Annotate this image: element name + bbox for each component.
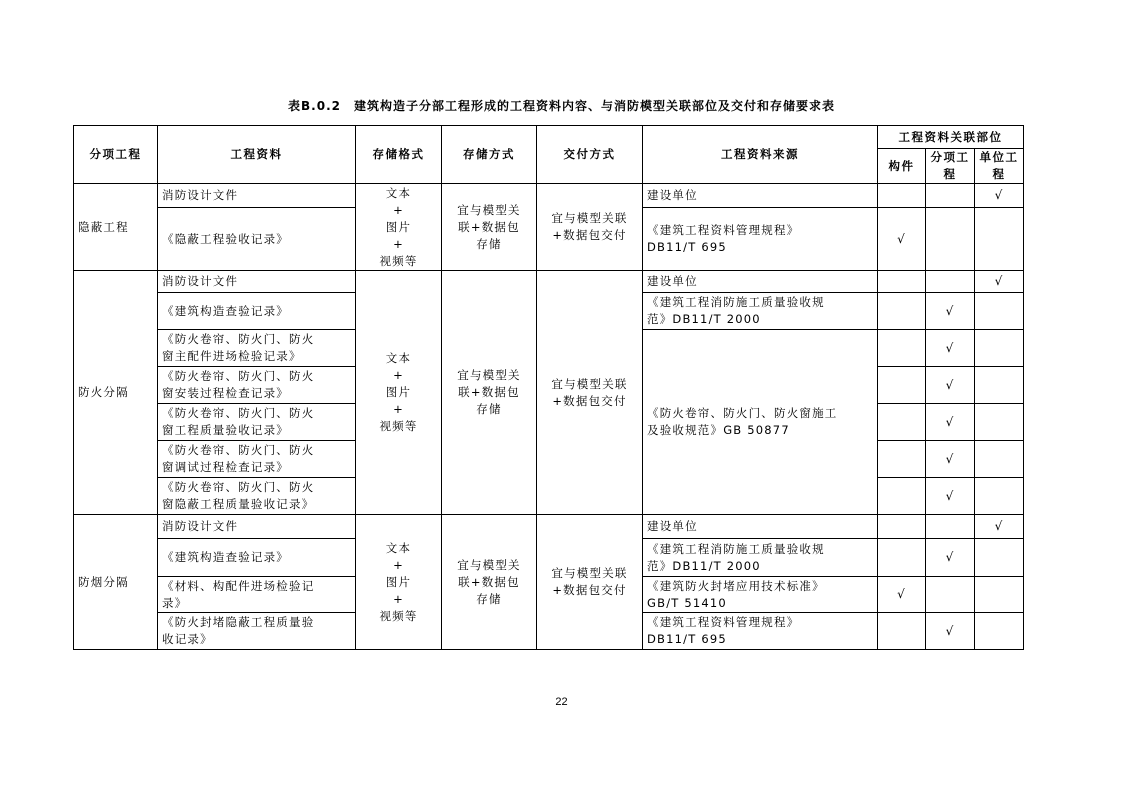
header-source: 工程资料来源	[643, 126, 878, 184]
check-mark: √	[878, 577, 926, 613]
source-cell: 《建筑防火封堵应用技术标准》 GB/T 51410	[643, 577, 878, 613]
source-cell: 建设单位	[643, 515, 878, 539]
check-cell	[926, 515, 975, 539]
doc-cell: 《建筑构造查验记录》	[158, 539, 356, 577]
check-cell	[975, 293, 1024, 330]
check-mark: √	[926, 367, 975, 404]
method-cell: 宜与模型关 联+数据包 存储	[442, 271, 537, 515]
header-subitem: 分项工程	[926, 149, 975, 184]
check-cell	[975, 330, 1024, 367]
check-cell	[878, 293, 926, 330]
check-mark: √	[975, 515, 1024, 539]
check-cell	[878, 539, 926, 577]
source-cell: 《建筑工程资料管理规程》 DB11/T 695	[643, 208, 878, 271]
check-mark: √	[926, 478, 975, 515]
group-name: 防火分隔	[74, 271, 158, 515]
check-cell	[878, 404, 926, 441]
doc-cell: 《防火封堵隐蔽工程质量验 收记录》	[158, 613, 356, 650]
check-mark: √	[926, 293, 975, 330]
method-cell: 宜与模型关 联+数据包 存储	[442, 184, 537, 271]
check-cell	[975, 613, 1024, 650]
doc-cell: 消防设计文件	[158, 184, 356, 208]
delivery-cell: 宜与模型关联 +数据包交付	[537, 515, 643, 650]
source-cell: 建设单位	[643, 271, 878, 293]
delivery-cell: 宜与模型关联 +数据包交付	[537, 271, 643, 515]
check-cell	[975, 441, 1024, 478]
check-cell	[878, 478, 926, 515]
check-cell	[975, 208, 1024, 271]
doc-cell: 《建筑构造查验记录》	[158, 293, 356, 330]
check-cell	[878, 330, 926, 367]
check-mark: √	[926, 539, 975, 577]
check-mark: √	[926, 330, 975, 367]
format-cell: 文本 + 图片 + 视频等	[356, 271, 442, 515]
doc-cell: 消防设计文件	[158, 271, 356, 293]
page-number: 22	[555, 696, 568, 708]
check-cell	[878, 367, 926, 404]
delivery-cell: 宜与模型关联 +数据包交付	[537, 184, 643, 271]
check-cell	[975, 478, 1024, 515]
format-cell: 文本 + 图片 + 视频等	[356, 515, 442, 650]
check-cell	[975, 539, 1024, 577]
group-name: 隐蔽工程	[74, 184, 158, 271]
check-mark: √	[975, 271, 1024, 293]
source-cell: 建设单位	[643, 184, 878, 208]
header-delivery: 交付方式	[537, 126, 643, 184]
check-cell	[926, 208, 975, 271]
check-cell	[975, 367, 1024, 404]
group-name: 防烟分隔	[74, 515, 158, 650]
format-cell: 文本 + 图片 + 视频等	[356, 184, 442, 271]
check-cell	[926, 577, 975, 613]
header-assoc: 工程资料关联部位	[878, 126, 1024, 149]
source-cell: 《建筑工程消防施工质量验收规 范》DB11/T 2000	[643, 539, 878, 577]
check-mark: √	[926, 613, 975, 650]
source-cell: 《建筑工程消防施工质量验收规 范》DB11/T 2000	[643, 293, 878, 330]
doc-cell: 《防火卷帘、防火门、防火 窗安装过程检查记录》	[158, 367, 356, 404]
data-table	[73, 125, 1024, 650]
doc-cell: 《防火卷帘、防火门、防火 窗主配件进场检验记录》	[158, 330, 356, 367]
source-cell: 《建筑工程资料管理规程》 DB11/T 695	[643, 613, 878, 650]
doc-cell: 消防设计文件	[158, 515, 356, 539]
header-item: 分项工程	[74, 126, 158, 184]
source-cell: 《防火卷帘、防火门、防火窗施工 及验收规范》GB 50877	[643, 330, 878, 515]
doc-cell: 《防火卷帘、防火门、防火 窗隐蔽工程质量验收记录》	[158, 478, 356, 515]
check-cell	[878, 613, 926, 650]
doc-cell: 《隐蔽工程验收记录》	[158, 208, 356, 271]
check-cell	[878, 184, 926, 208]
header-format: 存储格式	[356, 126, 442, 184]
method-cell: 宜与模型关 联+数据包 存储	[442, 515, 537, 650]
header-component: 构件	[878, 149, 926, 184]
doc-cell: 《防火卷帘、防火门、防火 窗工程质量验收记录》	[158, 404, 356, 441]
doc-cell: 《防火卷帘、防火门、防火 窗调试过程检查记录》	[158, 441, 356, 478]
table-title: 表B.0.2 建筑构造子分部工程形成的工程资料内容、与消防模型关联部位及交付和存储要求表	[288, 99, 835, 113]
check-cell	[975, 404, 1024, 441]
header-unit: 单位工程	[975, 149, 1024, 184]
check-cell	[878, 515, 926, 539]
check-mark: √	[975, 184, 1024, 208]
doc-cell: 《材料、构配件进场检验记 录》	[158, 577, 356, 613]
check-cell	[878, 271, 926, 293]
check-cell	[878, 441, 926, 478]
check-cell	[926, 184, 975, 208]
check-mark: √	[926, 404, 975, 441]
check-mark: √	[878, 208, 926, 271]
check-cell	[926, 271, 975, 293]
check-mark: √	[926, 441, 975, 478]
check-cell	[975, 577, 1024, 613]
header-doc: 工程资料	[158, 126, 356, 184]
header-method: 存储方式	[442, 126, 537, 184]
